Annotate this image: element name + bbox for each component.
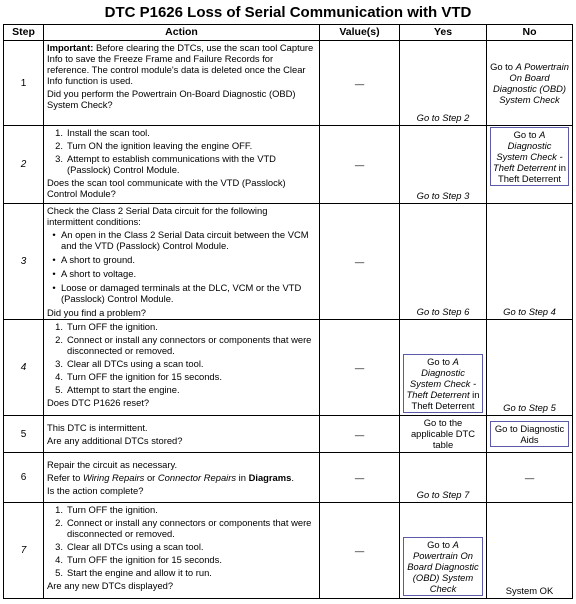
list-item: 3. Attempt to establish communications with the VTD (Passlock) Control Module. <box>55 153 276 175</box>
substep-list <box>47 321 316 395</box>
no-cell <box>487 416 573 453</box>
action-cell <box>44 126 320 204</box>
header-action: Action <box>44 25 320 41</box>
list-item: 2. Connect or install any connectors or components that were disconnected or removed. <box>55 334 312 356</box>
system-ok-text: System OK <box>487 503 573 599</box>
wiring-repairs-link[interactable]: Wiring Repairs <box>82 472 145 483</box>
no-cell: — <box>487 453 573 503</box>
theft-deterrent-link[interactable]: Go to A Diagnostic System Check - Theft Deterrent in Theft Deterrent <box>403 354 483 413</box>
step-number: 6 <box>4 453 44 503</box>
step-number: 1 <box>4 41 44 126</box>
step-number: 3 <box>4 204 44 320</box>
value-cell: — <box>320 416 400 453</box>
question: Does DTC P1626 reset? <box>47 397 150 408</box>
table-row-step-4 <box>4 320 573 416</box>
question: Is the action complete? <box>47 485 144 496</box>
substep-list <box>47 504 316 578</box>
list-item: 5. Start the engine and allow it to run. <box>55 567 212 578</box>
yes-link[interactable]: Go to Step 7 <box>400 453 487 503</box>
list-item: • A short to ground. <box>52 254 136 265</box>
value-cell: — <box>320 204 400 320</box>
question: Did you find a problem? <box>47 307 147 318</box>
step-number: 5 <box>4 416 44 453</box>
important-text: Before clearing the DTCs, use the scan tool Capture Info to save the Freeze Frame and Failure Records for reference. The control module's data is deleted once the Clear Info function is used. <box>47 42 314 86</box>
header-no: No <box>487 25 573 41</box>
theft-deterrent-link[interactable]: Go to A Diagnostic System Check - Theft Deterrent in Theft Deterrent <box>490 127 569 186</box>
value-cell: — <box>320 453 400 503</box>
action-cell <box>44 41 320 126</box>
yes-cell <box>400 503 487 599</box>
list-item: 1. Install the scan tool. <box>55 127 150 138</box>
list-item: 1. Turn OFF the ignition. <box>55 321 158 332</box>
list-item: 1. Turn OFF the ignition. <box>55 504 158 515</box>
diagrams-link[interactable]: Diagrams <box>248 472 292 483</box>
diagnostic-table <box>3 24 573 599</box>
list-item: • Loose or damaged terminals at the DLC, VCM or the VTD (Passlock) Control Module. <box>52 282 302 304</box>
header-step: Step <box>4 25 44 41</box>
question: Does the scan tool communicate with the VTD (Passlock) Control Module? <box>47 177 286 199</box>
no-link[interactable]: Go to Step 5 <box>487 320 573 416</box>
action-cell <box>44 503 320 599</box>
question: Did you perform the Powertrain On-Board Diagnostic (OBD) System Check? <box>47 88 296 110</box>
value-cell: — <box>320 41 400 126</box>
yes-link[interactable]: Go to Step 2 <box>400 41 487 126</box>
intro-text: Check the Class 2 Serial Data circuit for the following intermittent conditions: <box>47 205 268 227</box>
yes-cell <box>400 320 487 416</box>
list-item: 5. Attempt to start the engine. <box>55 384 180 395</box>
question: Are any additional DTCs stored? <box>47 435 183 446</box>
page-title: DTC P1626 Loss of Serial Communication with VTD <box>104 4 472 21</box>
diagnostic-aids-link[interactable]: Go to Diagnostic Aids <box>490 421 569 447</box>
substep-list <box>47 127 316 175</box>
header-values: Value(s) <box>320 25 400 41</box>
table-row-step-7 <box>4 503 573 599</box>
list-item: 3. Clear all DTCs using a scan tool. <box>55 358 204 369</box>
important-label: Important: <box>47 42 94 53</box>
list-item: • A short to voltage. <box>52 268 137 279</box>
table-row-step-3 <box>4 204 573 320</box>
no-link[interactable]: Go to Step 4 <box>487 204 573 320</box>
list-item: 4. Turn OFF the ignition for 15 seconds. <box>55 371 222 382</box>
yes-link[interactable]: Go to the applicable DTC table <box>400 416 487 453</box>
obd-system-check-link[interactable]: A Powertrain On Board Diagnostic (OBD) System Check <box>493 60 569 105</box>
value-cell: — <box>320 320 400 416</box>
list-item: 4. Turn OFF the ignition for 15 seconds. <box>55 554 222 565</box>
reference-text: Refer to Wiring Repairs or Connector Repairs in Diagrams. <box>47 472 294 483</box>
no-cell: Go to A Powertrain On Board Diagnostic (OBD) System Check <box>487 41 573 126</box>
action-cell <box>44 453 320 503</box>
step-number: 4 <box>4 320 44 416</box>
action-cell <box>44 204 320 320</box>
condition-list <box>47 229 316 304</box>
connector-repairs-link[interactable]: Connector Repairs <box>157 472 237 483</box>
yes-link[interactable]: Go to Step 3 <box>400 126 487 204</box>
value-cell: — <box>320 503 400 599</box>
action-cell <box>44 416 320 453</box>
question: Are any new DTCs displayed? <box>47 580 174 591</box>
header-row <box>4 25 573 41</box>
list-item: • An open in the Class 2 Serial Data circuit between the VCM and the VTD (Passlock) Control Module. <box>52 229 309 251</box>
repair-text: Repair the circuit as necessary. <box>47 459 178 470</box>
list-item: 2. Connect or install any connectors or components that were disconnected or removed. <box>55 517 312 539</box>
table-row-step-6 <box>4 453 573 503</box>
obd-system-check-link[interactable]: Go to A Powertrain On Board Diagnostic (OBD) System Check <box>403 537 483 596</box>
table-row-step-1 <box>4 41 573 126</box>
intermittent-text: This DTC is intermittent. <box>47 422 148 433</box>
header-yes: Yes <box>400 25 487 41</box>
no-cell <box>487 126 573 204</box>
yes-link[interactable]: Go to Step 6 <box>400 204 487 320</box>
step-number: 2 <box>4 126 44 204</box>
step-number: 7 <box>4 503 44 599</box>
table-row-step-2 <box>4 126 573 204</box>
value-cell: — <box>320 126 400 204</box>
action-cell <box>44 320 320 416</box>
list-item: 3. Clear all DTCs using a scan tool. <box>55 541 204 552</box>
list-item: 2. Turn ON the ignition leaving the engine OFF. <box>55 140 253 151</box>
table-row-step-5 <box>4 416 573 453</box>
